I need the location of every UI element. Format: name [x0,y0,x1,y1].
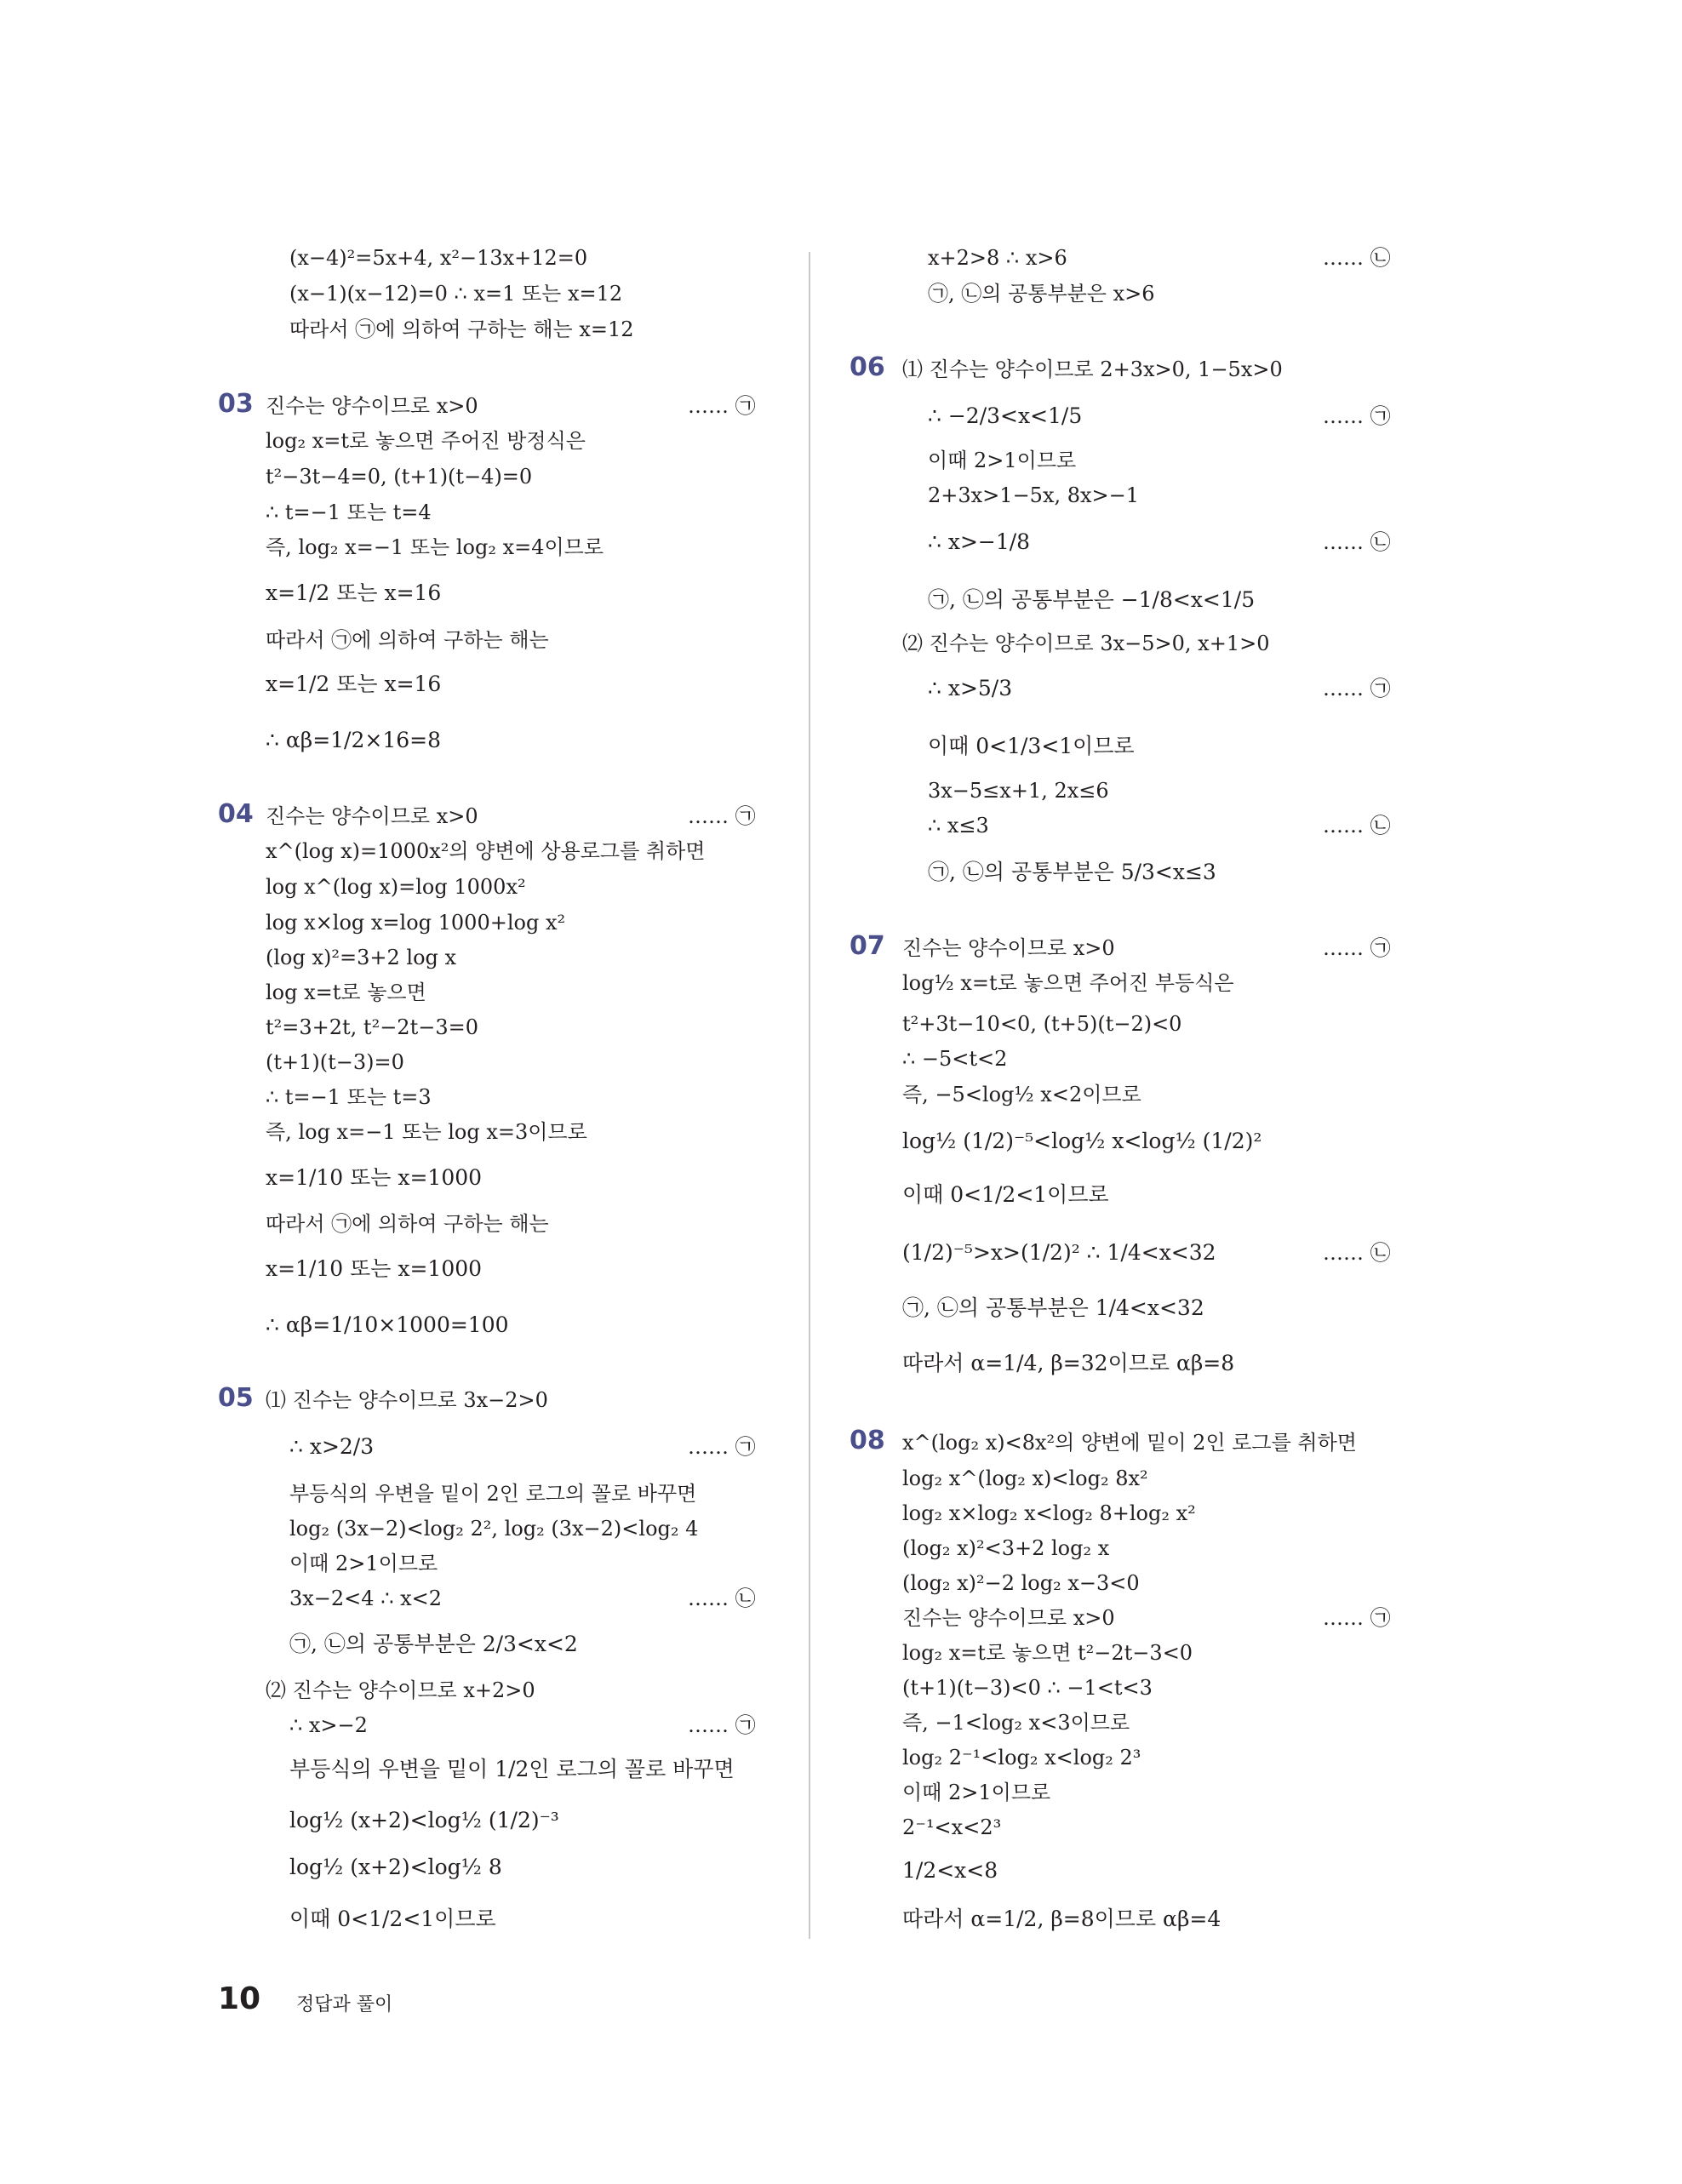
problem-number-04: 04 [218,799,254,829]
solution-line: 이때 2>1이므로 [902,1781,1051,1804]
solution-line: ∴ αβ=1/10×1000=100 [266,1312,509,1337]
solution-line: ⑴ 진수는 양수이므로 2+3x>0, 1−5x>0 [902,357,1283,381]
solution-line: log₂ x=t로 놓으면 주어진 방정식은 [266,429,586,453]
solution-line: x=1/2 또는 x=16 [266,672,442,696]
problem-number-07: 07 [850,931,885,961]
solution-line: 2⁻¹<x<2³ [902,1815,1002,1839]
solution-line: ∴ x>−1/8 [928,529,1031,554]
solution-line: 진수는 양수이므로 x>0 [266,394,478,418]
solution-line: 이때 0<1/2<1이므로 [289,1907,496,1931]
solution-line: ⑵ 진수는 양수이므로 x+2>0 [266,1678,535,1702]
condition-mark: …… ㉠ [1323,936,1391,960]
condition-mark: …… ㉠ [688,1435,756,1459]
problem-number-05: 05 [218,1383,254,1413]
solution-line: log x^(log x)=log 1000x² [266,875,526,899]
solution-line: 따라서 ㉠에 의하여 구하는 해는 [266,1212,549,1236]
solution-line: 3x−2<4 ∴ x<2 [289,1587,443,1610]
solution-line: ⑴ 진수는 양수이므로 3x−2>0 [266,1388,548,1412]
condition-mark: …… ㉠ [688,394,756,418]
solution-line: log x=t로 놓으면 [266,981,426,1004]
solution-line: ∴ −2/3<x<1/5 [928,403,1083,428]
solution-line: (t+1)(t−3)<0 ∴ −1<t<3 [902,1676,1153,1700]
solution-line: 즉, −5<log½ x<2이므로 [902,1083,1141,1106]
condition-mark: …… ㉠ [1323,404,1391,428]
solution-line: 즉, log x=−1 또는 log x=3이므로 [266,1120,587,1144]
solution-line: ∴ t=−1 또는 t=4 [266,500,432,524]
solution-line: log₂ x×log₂ x<log₂ 8+log₂ x² [902,1501,1196,1525]
solution-line: x=1/2 또는 x=16 [266,580,442,605]
solution-line: log₂ x^(log₂ x)<log₂ 8x² [902,1466,1148,1490]
solution-line: ∴ x≤3 [928,814,989,838]
condition-mark: …… ㉠ [688,804,756,828]
solution-line: 1/2<x<8 [902,1858,998,1883]
solution-line: 진수는 양수이므로 x>0 [266,804,478,828]
solution-line: log½ (x+2)<log½ (1/2)⁻³ [289,1808,559,1832]
solution-line: ㉠, ㉡의 공통부분은 2/3<x<2 [289,1632,578,1656]
page-number: 10 [218,1981,261,2016]
solution-line: 즉, −1<log₂ x<3이므로 [902,1711,1130,1735]
solution-line: x^(log x)=1000x²의 양변에 상용로그를 취하면 [266,839,706,863]
solution-line: t²+3t−10<0, (t+5)(t−2)<0 [902,1012,1182,1036]
solution-line: 진수는 양수이므로 x>0 [902,936,1115,960]
solution-line: ∴ αβ=1/2×16=8 [266,728,441,752]
solution-line: (x−1)(x−12)=0 ∴ x=1 또는 x=12 [289,282,623,306]
solution-line: ∴ x>−2 [289,1713,368,1737]
solution-line: 부등식의 우변을 밑이 1/2인 로그의 꼴로 바꾸면 [289,1757,735,1781]
solution-line: log₂ (3x−2)<log₂ 2², log₂ (3x−2)<log₂ 4 [289,1517,699,1541]
solution-line: ㉠, ㉡의 공통부분은 x>6 [928,282,1155,306]
solution-line: 이때 0<1/3<1이므로 [928,734,1135,758]
condition-mark: …… ㉠ [1323,677,1391,700]
condition-mark: …… ㉠ [688,1713,756,1737]
condition-mark: …… ㉡ [688,1587,756,1610]
solution-line: log½ (x+2)<log½ 8 [289,1855,502,1879]
condition-mark: …… ㉡ [1323,814,1391,838]
condition-mark: …… ㉠ [1323,1606,1391,1630]
solution-line: x^(log₂ x)<8x²의 양변에 밑이 2인 로그를 취하면 [902,1431,1357,1455]
solution-line: 이때 0<1/2<1이므로 [902,1182,1109,1207]
footer-label: 정답과 풀이 [296,1994,393,2015]
problem-number-03: 03 [218,389,254,419]
solution-line: ⑵ 진수는 양수이므로 3x−5>0, x+1>0 [902,632,1270,655]
solution-line: 진수는 양수이므로 x>0 [902,1606,1115,1630]
solution-line: ∴ −5<t<2 [902,1047,1008,1071]
solution-line: log₂ 2⁻¹<log₂ x<log₂ 2³ [902,1746,1141,1769]
solution-line: t²=3+2t, t²−2t−3=0 [266,1015,478,1039]
solution-line: 3x−5≤x+1, 2x≤6 [928,779,1109,803]
solution-line: ㉠, ㉡의 공통부분은 5/3<x≤3 [928,860,1216,884]
solution-line: ㉠, ㉡의 공통부분은 −1/8<x<1/5 [928,587,1256,612]
condition-mark: …… ㉡ [1323,246,1391,270]
solution-line: (t+1)(t−3)=0 [266,1050,404,1074]
solution-line: log½ (1/2)⁻⁵<log½ x<log½ (1/2)² [902,1129,1262,1153]
solution-line: ∴ x>5/3 [928,676,1013,700]
solution-line: 따라서 α=1/2, β=8이므로 αβ=4 [902,1907,1221,1931]
solution-line: (log x)²=3+2 log x [266,946,457,969]
solution-line: (x−4)²=5x+4, x²−13x+12=0 [289,246,588,270]
solution-line: (1/2)⁻⁵>x>(1/2)² ∴ 1/4<x<32 [902,1240,1216,1265]
solution-line: 2+3x>1−5x, 8x>−1 [928,483,1140,507]
solution-line: 부등식의 우변을 밑이 2인 로그의 꼴로 바꾸면 [289,1482,697,1506]
solution-line: log½ x=t로 놓으면 주어진 부등식은 [902,971,1234,995]
solution-line: log x×log x=log 1000+log x² [266,911,566,935]
condition-mark: …… ㉡ [1323,530,1391,554]
solution-line: x=1/10 또는 x=1000 [266,1165,483,1190]
solution-line: (log₂ x)²−2 log₂ x−3<0 [902,1571,1140,1595]
solution-line: ㉠, ㉡의 공통부분은 1/4<x<32 [902,1295,1204,1320]
solution-line: 따라서 α=1/4, β=32이므로 αβ=8 [902,1351,1235,1375]
solution-line: x=1/10 또는 x=1000 [266,1256,483,1281]
problem-number-06: 06 [850,352,885,382]
solution-line: x+2>8 ∴ x>6 [928,246,1067,270]
column-divider [809,252,810,1939]
solution-line: (log₂ x)²<3+2 log₂ x [902,1536,1110,1560]
solution-line: ∴ t=−1 또는 t=3 [266,1085,432,1109]
solution-line: 따라서 ㉠에 의하여 구하는 해는 [266,628,549,652]
solution-line: 즉, log₂ x=−1 또는 log₂ x=4이므로 [266,535,604,559]
solution-line: 이때 2>1이므로 [928,449,1077,472]
solution-line: 이때 2>1이므로 [289,1552,438,1575]
problem-number-08: 08 [850,1426,885,1455]
condition-mark: …… ㉡ [1323,1241,1391,1265]
solution-line: 따라서 ㉠에 의하여 구하는 해는 x=12 [289,317,634,341]
solution-line: ∴ x>2/3 [289,1434,375,1459]
solution-line: t²−3t−4=0, (t+1)(t−4)=0 [266,465,533,489]
solution-line: log₂ x=t로 놓으면 t²−2t−3<0 [902,1641,1193,1665]
